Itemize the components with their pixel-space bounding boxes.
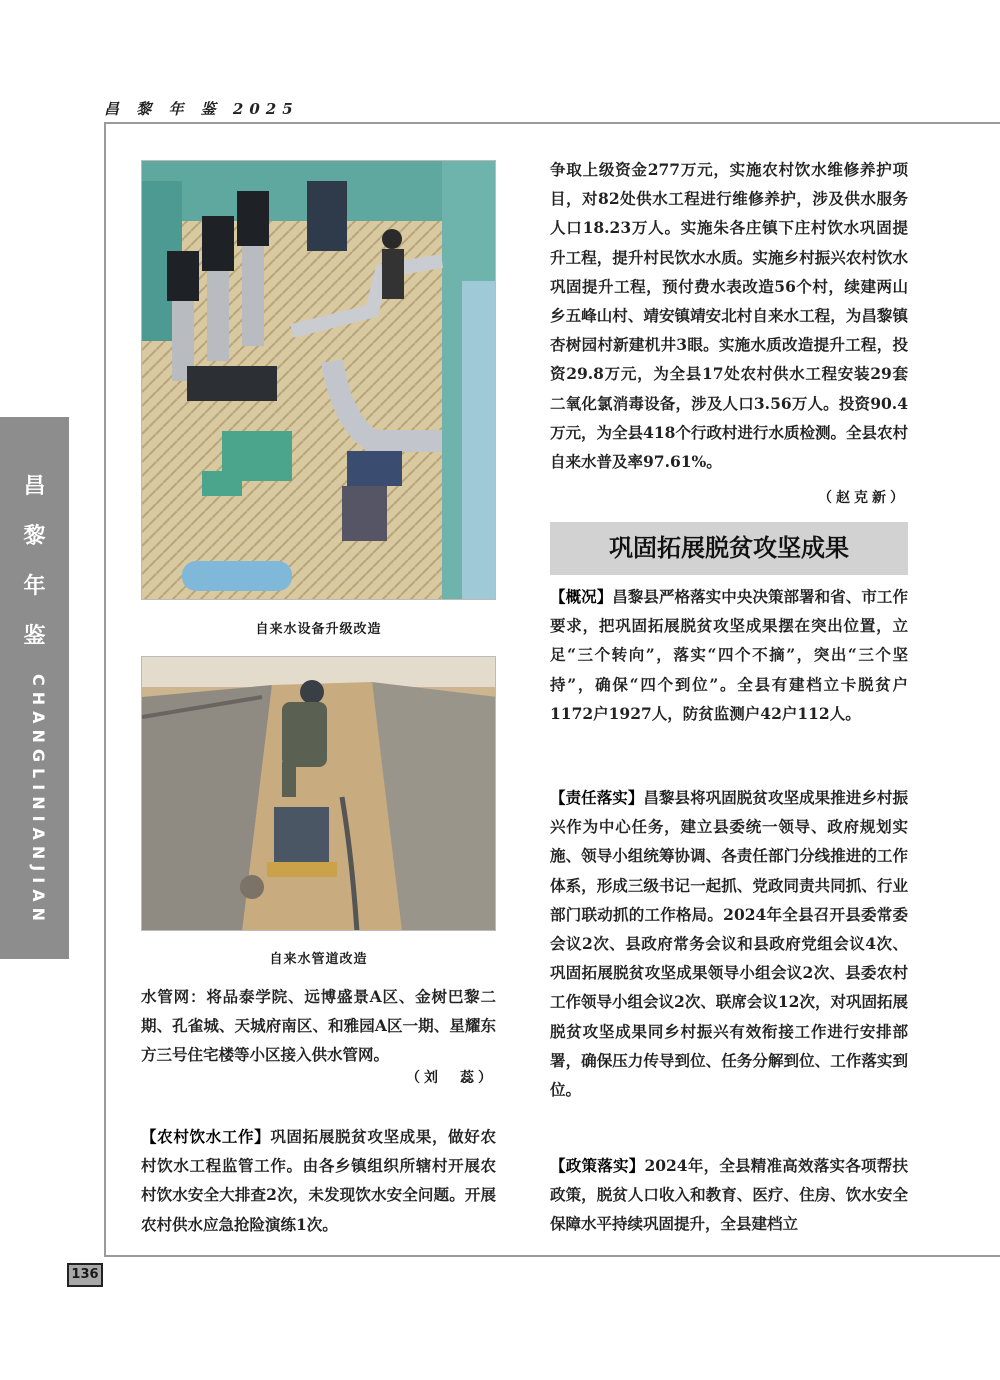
author-signature: （赵克新） [818,490,908,506]
paragraph-lead: 【政策落实】 [550,1156,645,1175]
photo-caption: 自来水设备升级改造 [255,622,382,637]
author-signature: （刘 蕊） [406,1070,496,1086]
right-paragraph-responsibility [550,783,908,1104]
left-paragraph-water-network: 水管网：将品泰学院、远博盛景A区、金树巴黎二期、孔雀城、天城府南区、和雅园A区一期、星耀东方三号住宅楼等小区接入供水管网。 [141,987,496,1065]
side-tab [0,417,69,959]
frame-bottom-rule [104,1255,1000,1257]
frame-top-rule [104,122,1000,124]
right-paragraph-overview [550,582,908,728]
right-paragraph-policy [550,1151,908,1239]
right-paragraph-funding: 争取上级资金277万元，实施农村饮水维修养护项目，对82处供水工程进行维修养护，涉及供水服务人口18.23万人。实施朱各庄镇下庄村饮水巩固提升工程，提升村民饮水水质。实施乡村振兴农村饮水巩固提升工程，预付费水表改造56个村，续建两山乡五峰山村、靖安镇靖安北村自来水工程，为昌黎镇杏树园村新建机井3眼。实施水质改造提升工程，投资29.8万元，为全县17处农村供水工程安装29套二氧化氯消毒设备，涉及人口3.56万人。投资90.4万元，为全县418个行政村进行水质检测。全县农村自来水普及率97.61%。 [550,160,908,472]
paragraph-lead: 【农村饮水工作】 [141,1127,271,1146]
side-tab-char: 黎 [23,523,46,549]
photo-caption: 自来水管道改造 [269,952,368,967]
paragraph-body: 昌黎县将巩固脱贫攻坚成果推进乡村振兴作为中心任务，建立县委统一领导、政府规划实施、领导小组统筹协调、各责任部门分线推进的工作体系，形成三级书记一起抓、党政同责共同抓、行业部门联动抓的工作格局。2024年全县召开县委常委会议2次、县政府常务会议和县政府党组会议4次、巩固拓展脱贫攻坚成果领导小组会议2次、县委农村工作领导小组会议2次、联席会议12次，对巩固拓展脱贫攻坚成果同乡村振兴有效衔接工作进行安排部署，确保压力传导到位、任务分解到位、工作落实到位。 [550,788,908,1100]
paragraph-body: 巩固拓展脱贫攻坚成果，做好农村饮水工程监管工作。由各乡镇组织所辖村开展农村饮水安全大排查2次，未发现饮水安全问题。开展农村供水应急抢险演练1次。 [141,1127,496,1234]
paragraph-body: 2024年，全县精准高效落实各项帮扶政策，脱贫人口收入和教育、医疗、住房、饮水安全保障水平持续巩固提升，全县建档立 [550,1156,908,1234]
running-title: 昌 黎 年 鉴 2025 [104,100,299,118]
side-tab-char: 年 [23,573,46,599]
frame-left-rule [104,122,106,1257]
side-tab-char: 鉴 [23,623,46,649]
side-tab-char: 昌 [23,473,46,499]
page-number: 136 [67,1263,103,1287]
section-title: 巩固拓展脱贫攻坚成果 [550,522,908,575]
photo-pipe-trench [141,656,496,931]
photo-pipe-trench-image [142,657,496,931]
photo-water-equipment [141,160,496,600]
left-paragraph-rural-water [141,1122,496,1239]
paragraph-body: 昌黎县严格落实中央决策部署和省、市工作要求，把巩固拓展脱贫攻坚成果摆在突出位置，立足“三个转向”，落实“四个不摘”，突出“三个坚持”，确保“四个到位”。全县有建档立卡脱贫户1172户1927人，防贫监测户42户112人。 [550,587,908,723]
side-tab-latin: CHANGLINIANJIAN [29,674,48,927]
paragraph-lead: 【责任落实】 [550,788,644,807]
paragraph-lead: 【概况】 [550,587,613,606]
photo-water-equipment-image [142,161,496,600]
